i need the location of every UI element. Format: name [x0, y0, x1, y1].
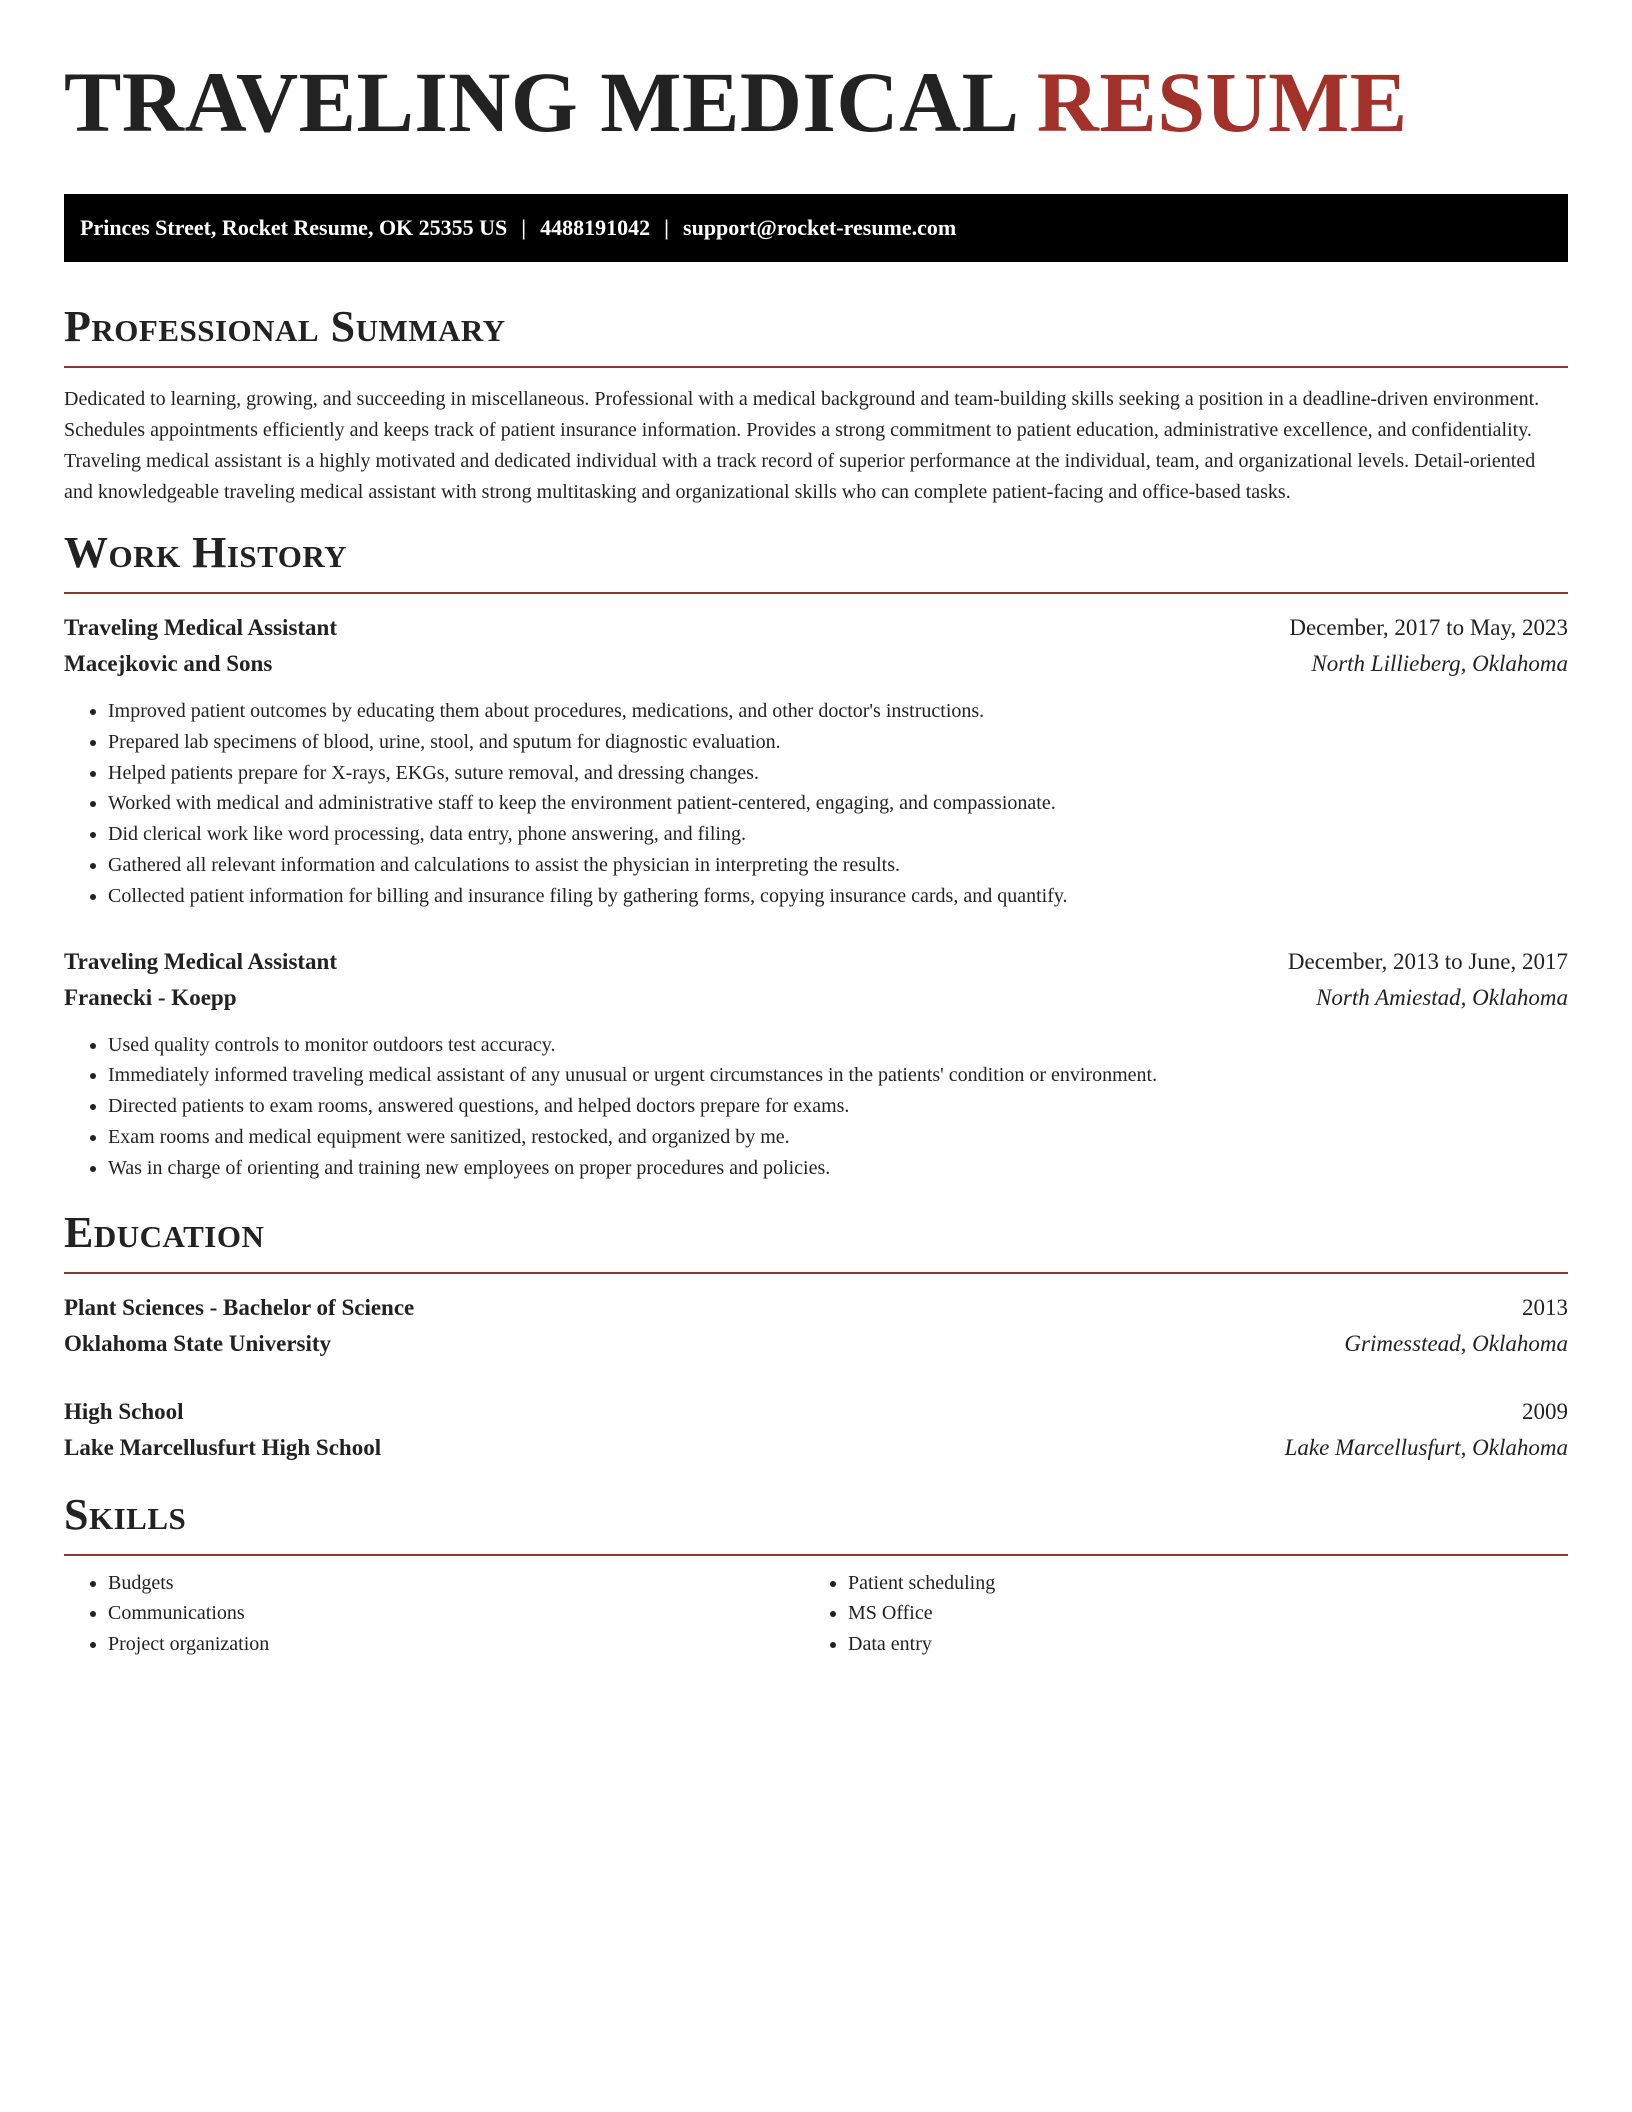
- education-section: [64, 1208, 1568, 1466]
- education-degree: Plant Sciences - Bachelor of Science: [64, 1294, 415, 1320]
- title-main: TRAVELING MEDICAL: [64, 54, 1037, 150]
- contact-separator: |: [664, 215, 670, 240]
- job-company-row: [64, 980, 1568, 1016]
- contact-email: support@rocket-resume.com: [683, 215, 957, 240]
- work-history-section: [64, 528, 1568, 1184]
- job-bullets: [64, 1030, 1568, 1184]
- section-divider: [64, 592, 1568, 594]
- job-title: Traveling Medical Assistant: [64, 615, 338, 640]
- skills-grid: [64, 1568, 1568, 1660]
- education-entry: [64, 1290, 1568, 1362]
- summary-text: Dedicated to learning, growing, and succeeding in miscellaneous. Professional with a medical background and team-building skills seeking a position in a deadline-driven environment. Schedules appointments efficiently and keeps track of patient insurance information. Provides a strong commitment to patient education, administrative excellence, and confidentiality. Traveling medical assistant is a highly motivated and dedicated individual with a track record of superior performance at the individual, team, and organizational levels. Detail-oriented and knowledgeable traveling medical assistant with strong multitasking and organizational skills who can complete patient-facing and office-based tasks.: [64, 388, 1540, 503]
- education-school: Oklahoma State University: [64, 1330, 332, 1356]
- contact-address: Princes Street, Rocket Resume, OK 25355 US: [80, 215, 508, 240]
- skill-item: • MS Office: [848, 1598, 1544, 1629]
- education-header-row: [64, 1290, 1568, 1326]
- list-item: • Was in charge of orienting and training new employees on proper procedures and policies.: [108, 1153, 1568, 1184]
- education-year: 2013: [1522, 1294, 1568, 1320]
- skills-column-right: [804, 1568, 1544, 1660]
- list-item: • Used quality controls to monitor outdoors test accuracy.: [108, 1030, 1568, 1061]
- job-location: North Lillieberg, Oklahoma: [1311, 651, 1568, 676]
- education-heading: Education: [64, 1207, 265, 1257]
- job-entry: [64, 944, 1568, 1184]
- skill-item: • Communications: [108, 1598, 804, 1629]
- job-company: Franecki - Koepp: [64, 984, 237, 1010]
- summary-section: [64, 302, 1568, 508]
- job-dates: December, 2013 to June, 2017: [1287, 948, 1568, 974]
- list-item: • Worked with medical and administrative staff to keep the environment patient-centered, engaging, and compassionate.: [108, 788, 1568, 819]
- list-item: • Immediately informed traveling medical assistant of any unusual or urgent circumstances in the patients' condition or environment.: [108, 1060, 1568, 1091]
- list-item: • Did clerical work like word processing, data entry, phone answering, and filing.: [108, 819, 1568, 850]
- summary-heading: Professional Summary: [64, 302, 506, 351]
- resume-title: [64, 52, 1568, 152]
- education-degree: High School: [64, 1398, 184, 1424]
- list-item: • Helped patients prepare for X-rays, EKGs, suture removal, and dressing changes.: [108, 758, 1568, 789]
- list-item: • Prepared lab specimens of blood, urine, stool, and sputum for diagnostic evaluation.: [108, 727, 1568, 758]
- education-header-row: [64, 1394, 1568, 1430]
- skills-section: [64, 1490, 1568, 1660]
- list-item: • Directed patients to exam rooms, answered questions, and helped doctors prepare for exams.: [108, 1091, 1568, 1122]
- job-title: Traveling Medical Assistant: [64, 948, 338, 974]
- job-header-row: [64, 944, 1568, 980]
- job-bullets: [64, 696, 1568, 912]
- contact-separator: |: [521, 215, 527, 240]
- job-location: North Amiestad, Oklahoma: [1316, 984, 1568, 1010]
- section-divider: [64, 1554, 1568, 1556]
- section-divider: [64, 366, 1568, 368]
- list-item: • Gathered all relevant information and calculations to assist the physician in interpreting the results.: [108, 850, 1568, 881]
- skill-item: • Data entry: [848, 1629, 1544, 1660]
- skill-item: • Project organization: [108, 1629, 804, 1660]
- job-header-row: [64, 610, 1568, 646]
- contact-phone: 4488191042: [540, 215, 651, 240]
- skill-item: • Patient scheduling: [848, 1568, 1544, 1599]
- job-company-row: [64, 646, 1568, 682]
- work-history-heading: Work History: [64, 528, 348, 577]
- contact-bar: [64, 194, 1568, 262]
- list-item: • Exam rooms and medical equipment were sanitized, restocked, and organized by me.: [108, 1122, 1568, 1153]
- section-divider: [64, 1272, 1568, 1274]
- education-year: 2009: [1522, 1398, 1568, 1424]
- list-item: • Collected patient information for billing and insurance filing by gathering forms, copying insurance cards, and quantify.: [108, 881, 1568, 912]
- education-location: Grimesstead, Oklahoma: [1344, 1330, 1568, 1356]
- list-item: • Improved patient outcomes by educating them about procedures, medications, and other doctor's instructions.: [108, 696, 1568, 727]
- education-school: Lake Marcellusfurt High School: [64, 1434, 382, 1460]
- title-accent: RESUME: [1036, 54, 1408, 150]
- education-school-row: [64, 1430, 1568, 1466]
- job-dates: December, 2017 to May, 2023: [1289, 615, 1568, 640]
- skill-item: • Budgets: [108, 1568, 804, 1599]
- education-school-row: [64, 1326, 1568, 1362]
- education-entry: [64, 1394, 1568, 1466]
- skills-column-left: [64, 1568, 804, 1660]
- education-location: Lake Marcellusfurt, Oklahoma: [1284, 1434, 1568, 1460]
- skills-heading: Skills: [64, 1489, 187, 1539]
- job-entry: [64, 610, 1568, 912]
- job-company: Macejkovic and Sons: [64, 651, 273, 676]
